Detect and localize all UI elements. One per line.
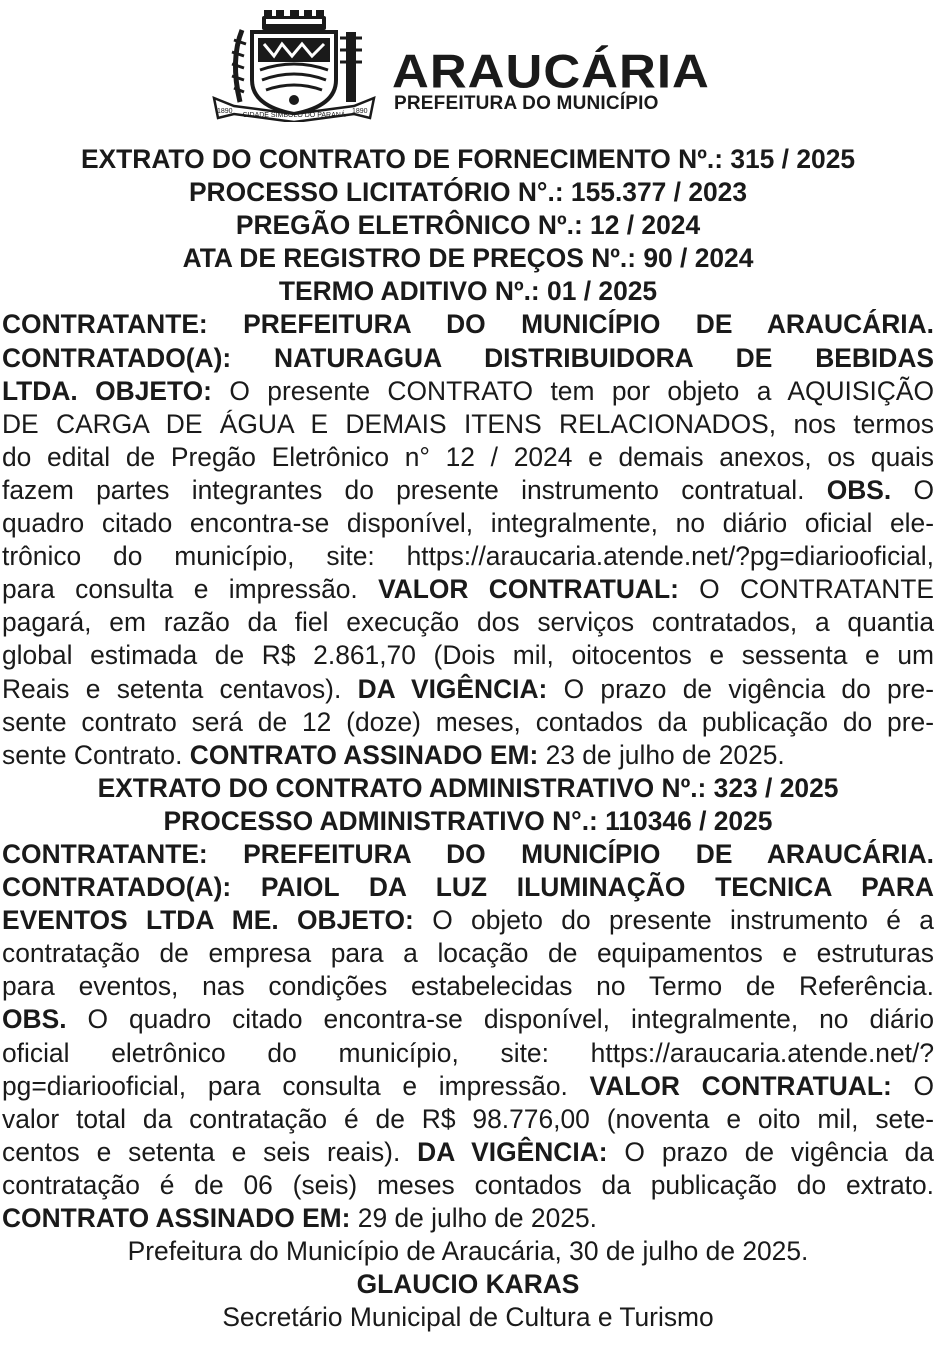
extrato-1-body (2, 308, 934, 771)
text-run: DE CARGA DE ÁGUA E DEMAIS ITENS RELACIONADOS, nos termos (2, 408, 934, 439)
text-line (2, 673, 934, 706)
brand-subtitle: PREFEITURA DO MUNICÍPIO (394, 93, 659, 114)
text-run: 23 de julho de 2025. (538, 739, 785, 770)
section-title: PROCESSO LICITATÓRIO N°.: 155.377 / 2023 (188, 177, 748, 208)
text-run: O quadro citado encontra-se disponível, integralmente, no diário (66, 1004, 934, 1035)
text-line (2, 838, 934, 871)
coat-of-arms-icon (212, 10, 377, 122)
bold-label: OBS. (2, 1004, 67, 1035)
text-line (2, 540, 934, 573)
text-line (2, 474, 934, 507)
bold-label: DA VIGÊNCIA: (417, 1136, 608, 1167)
text-run: O (891, 474, 934, 505)
text-line (2, 1169, 934, 1202)
extrato-2-body (2, 838, 934, 1235)
bold-label: EVENTOS LTDA ME. OBJETO: (2, 905, 414, 936)
text-line (2, 342, 934, 375)
section-title: EXTRATO DO CONTRATO DE FORNECIMENTO Nº.: 315 / 2025 (80, 144, 856, 174)
text-run: O (891, 1070, 934, 1101)
bold-label: CONTRATADO(A): NATURAGUA DISTRIBUIDORA DE BEBIDAS (2, 342, 934, 373)
brand-name: ARAUCÁRIA (392, 45, 710, 98)
bold-label: CONTRATANTE: PREFEITURA DO MUNICÍPIO DE ARAUCÁRIA. (2, 838, 934, 869)
document-body (2, 143, 934, 1334)
bold-label: DA VIGÊNCIA: (357, 673, 548, 704)
section-title: PREGÃO ELETRÔNICO Nº.: 12 / 2024 (235, 210, 701, 241)
text-line (2, 507, 934, 540)
text-run: centos e setenta e seis reais). (2, 1136, 418, 1167)
text-run: sente Contrato. (2, 739, 190, 770)
bold-label: LTDA. OBJETO: (2, 375, 212, 406)
text-line (2, 1136, 934, 1169)
bold-label: CONTRATO ASSINADO EM: (2, 1203, 351, 1233)
text-run: quadro citado encontra-se disponível, integralmente, no diário oficial ele- (2, 508, 934, 539)
header (212, 10, 732, 125)
text-run: O prazo de vigência do pre- (547, 673, 934, 704)
text-run: O prazo de vigência da (607, 1136, 934, 1167)
text-run: do edital de Pregão Eletrônico n° 12 / 2024 e demais anexos, os quais (2, 441, 934, 472)
bold-label: CONTRATADO(A): PAIOL DA LUZ ILUMINAÇÃO TECNICA PARA (2, 872, 934, 903)
text-run: sente contrato será de 12 (doze) meses, contados da publicação do pre- (2, 706, 934, 737)
section-title: EXTRATO DO CONTRATO ADMINISTRATIVO Nº.: 323 / 2025 (97, 772, 839, 803)
bold-label: CONTRATO ASSINADO EM: (189, 739, 539, 770)
text-line (2, 937, 934, 970)
text-run: valor total da contratação é de R$ 98.776,00 (noventa e oito mil, sete- (2, 1103, 934, 1134)
text-line (2, 606, 934, 639)
text-run: O objeto do presente instrumento é a (413, 905, 934, 936)
bold-label: VALOR CONTRATUAL: (378, 574, 679, 605)
text-run: pg=diariooficial, para consulta e impressão. (2, 1070, 590, 1101)
text-run: fazem partes integrantes do presente instrumento contratual. (2, 474, 827, 505)
text-line (2, 1003, 934, 1036)
text-run: 29 de julho de 2025. (350, 1203, 597, 1233)
extrato-2-titles (2, 772, 934, 838)
bold-label: OBS. (826, 474, 892, 505)
section-title: ATA DE REGISTRO DE PREÇOS Nº.: 90 / 2024 (182, 243, 754, 274)
text-run: global estimada de R$ 2.861,70 (Dois mil, oitocentos e sessenta e um (2, 640, 934, 671)
text-line (2, 1103, 934, 1136)
text-line (2, 573, 934, 606)
text-line (2, 904, 934, 937)
section-title: TERMO ADITIVO Nº.: 01 / 2025 (278, 276, 658, 307)
text-line (2, 375, 934, 408)
text-line (2, 408, 934, 441)
text-line (2, 308, 934, 341)
text-run: para eventos, nas condições estabelecidas no Termo de Referência. (2, 971, 934, 1002)
text-run: contratação de empresa para a locação de equipamentos e estruturas (2, 938, 934, 969)
text-run: pagará, em razão da fiel execução dos serviços contratados, a quantia (2, 607, 934, 638)
text-run: O presente CONTRATO tem por objeto a AQUISIÇÃO (211, 375, 934, 406)
svg-text:1890: 1890 (352, 108, 368, 115)
signer-name: GLAUCIO KARAS (356, 1269, 580, 1300)
bold-label: VALOR CONTRATUAL: (589, 1070, 892, 1101)
brand (392, 45, 710, 114)
text-line (2, 706, 934, 739)
text-line (2, 739, 934, 772)
text-line (2, 441, 934, 474)
text-line (2, 970, 934, 1003)
text-run: para consulta e impressão. (2, 574, 379, 605)
text-line (2, 871, 934, 904)
svg-text:CIDADE SÍMBOLO DO PARANÁ: CIDADE SÍMBOLO DO PARANÁ (242, 112, 346, 119)
text-run: Reais e setenta centavos). (2, 673, 358, 704)
text-run: O CONTRATANTE (678, 574, 935, 605)
extrato-1-titles (2, 143, 934, 308)
text-line (2, 1202, 934, 1235)
place-date: Prefeitura do Município de Araucária, 30 de julho de 2025. (127, 1236, 809, 1267)
text-run: contratação é de 06 (seis) meses contados da publicação do extrato. (2, 1169, 934, 1200)
text-line (2, 639, 934, 672)
bold-label: CONTRATANTE: PREFEITURA DO MUNICÍPIO DE ARAUCÁRIA. (2, 309, 934, 340)
text-run: oficial eletrônico do município, site: https://araucaria.atende.net/? (2, 1037, 934, 1068)
text-line (2, 1070, 934, 1103)
section-title: PROCESSO ADMINISTRATIVO N°.: 110346 / 2025 (163, 805, 773, 836)
signer-role: Secretário Municipal de Cultura e Turismo (222, 1302, 714, 1333)
text-run: trônico do município, site: https://araucaria.atende.net/?pg=diariooficial, (2, 541, 934, 572)
svg-text:1890: 1890 (217, 108, 233, 115)
text-line (2, 1037, 934, 1070)
